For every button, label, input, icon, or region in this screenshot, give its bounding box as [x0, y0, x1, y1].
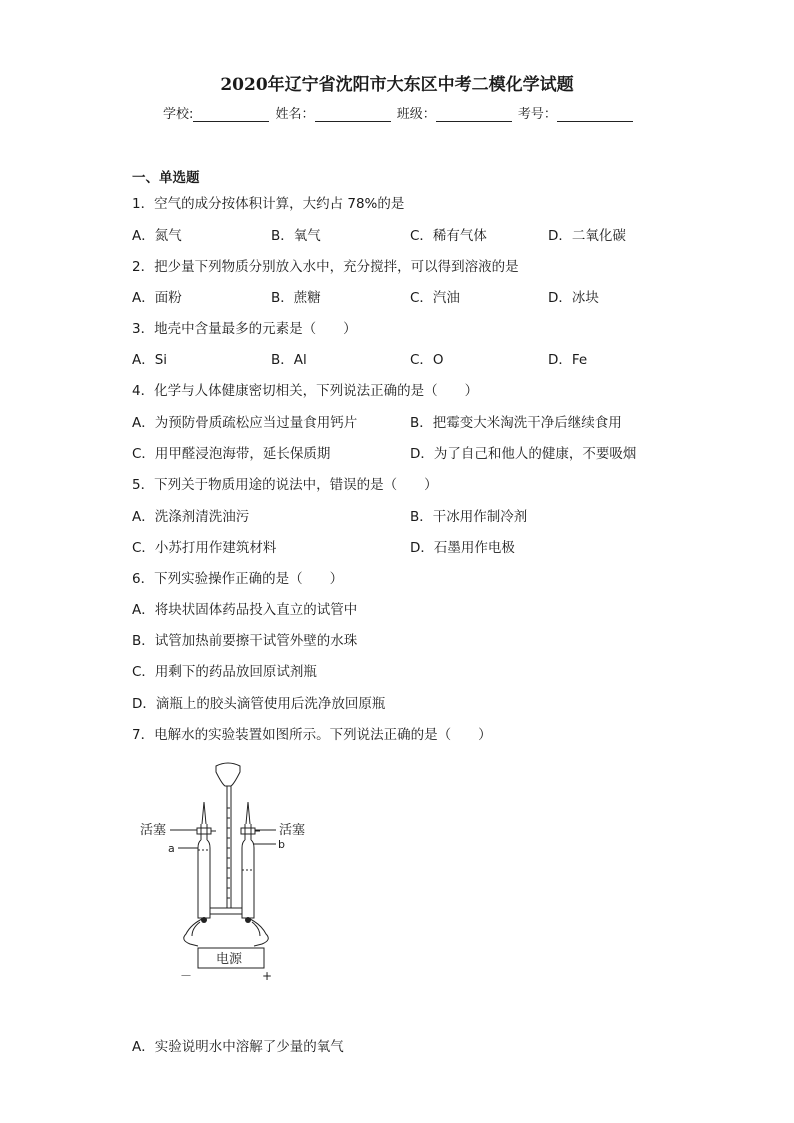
- plus-label: +: [262, 969, 273, 983]
- question-stem: 3．地壳中含量最多的元素是（ ）: [132, 321, 357, 337]
- funnel-icon: [216, 763, 240, 786]
- left-valve-icon: [197, 828, 211, 834]
- student-info-line: [163, 103, 635, 122]
- question-stem: 1．空气的成分按体积计算，大约占 78%的是: [132, 196, 405, 212]
- section-title: 一、单选题: [132, 170, 200, 186]
- option: C．用剩下的药品放回原试剂瓶: [132, 664, 317, 680]
- right-valve-icon: [241, 828, 255, 834]
- option: B．干冰用作制冷剂: [410, 509, 528, 525]
- option: D．冰块: [548, 290, 599, 306]
- school-label: 学校:: [163, 107, 194, 122]
- exam-number-label: 考号：: [517, 107, 557, 122]
- option: B．蔗糖: [271, 290, 321, 306]
- left-nozzle: [202, 802, 206, 824]
- option: B．试管加热前要擦干试管外壁的水珠: [132, 633, 358, 649]
- exam-title: 2020年辽宁省沈阳市大东区中考二模化学试题: [220, 75, 574, 95]
- option: A．为预防骨质疏松应当过量食用钙片: [132, 415, 358, 431]
- option: C．O: [410, 352, 444, 368]
- option: C．用甲醛浸泡海带，延长保质期: [132, 446, 331, 462]
- electrolysis-apparatus-diagram: [136, 758, 326, 990]
- option: D．为了自己和他人的健康，不要吸烟: [410, 446, 637, 462]
- question-stem: 7．电解水的实验装置如图所示。下列说法正确的是（ ）: [132, 727, 492, 743]
- exam-number-blank[interactable]: [557, 107, 633, 122]
- left-valve-label: 活塞: [140, 823, 167, 838]
- option: A．氮气: [132, 228, 182, 244]
- option: A．将块状固体药品投入直立的试管中: [132, 602, 358, 618]
- option: C．汽油: [410, 290, 460, 306]
- school-blank[interactable]: [193, 107, 269, 122]
- question-stem: 2．把少量下列物质分别放入水中，充分搅拌，可以得到溶液的是: [132, 259, 519, 275]
- minus-label: －: [180, 969, 193, 983]
- right-electrode: [245, 917, 251, 923]
- option: B．Al: [271, 352, 307, 368]
- power-label: 电源: [216, 952, 243, 967]
- option: A．洗涤剂清洗油污: [132, 509, 250, 525]
- option: D．Fe: [548, 352, 588, 368]
- option: B．氧气: [271, 228, 321, 244]
- option: D．石墨用作电极: [410, 540, 515, 556]
- right-valve-label: 活塞: [279, 823, 306, 838]
- tube-a-label: a: [168, 842, 175, 855]
- class-blank[interactable]: [436, 107, 512, 122]
- class-label: 班级：: [396, 107, 436, 122]
- question-stem: 6．下列实验操作正确的是（ ）: [132, 571, 344, 587]
- option: C．小苏打用作建筑材料: [132, 540, 277, 556]
- tube-b-label: b: [278, 838, 285, 851]
- option: A．面粉: [132, 290, 182, 306]
- question-stem: 4．化学与人体健康密切相关，下列说法正确的是（ ）: [132, 383, 479, 399]
- option: A．Si: [132, 352, 168, 368]
- option: B．把霉变大米淘洗干净后继续食用: [410, 415, 622, 431]
- option: D．滴瓶上的胶头滴管使用后洗净放回原瓶: [132, 696, 386, 712]
- name-label: 姓名：: [275, 107, 315, 122]
- option: D．二氧化碳: [548, 228, 626, 244]
- question-stem: 5．下列关于物质用途的说法中，错误的是（ ）: [132, 477, 438, 493]
- option: A．实验说明水中溶解了少量的氧气: [132, 1039, 344, 1055]
- name-blank[interactable]: [315, 107, 391, 122]
- option: C．稀有气体: [410, 228, 487, 244]
- right-nozzle: [246, 802, 250, 824]
- left-electrode: [201, 917, 207, 923]
